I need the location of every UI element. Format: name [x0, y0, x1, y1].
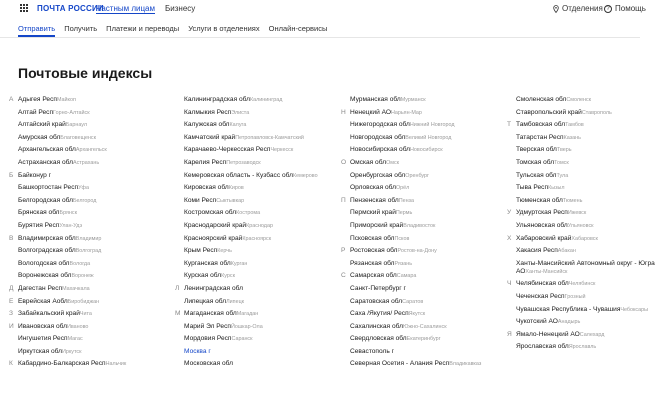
region-item[interactable] — [507, 247, 667, 255]
region-name: Рязанская обл — [350, 259, 395, 267]
region-capital: Абакан — [557, 248, 576, 255]
tab-send[interactable]: Отправить — [18, 24, 55, 37]
region-item[interactable] — [9, 109, 169, 117]
region-item[interactable] — [175, 96, 335, 104]
region-column-4 — [507, 96, 667, 356]
region-capital: Грозный — [564, 293, 586, 300]
region-capital: Воронеж — [71, 273, 94, 280]
region-capital: Иркутск — [62, 348, 82, 355]
region-item[interactable] — [341, 335, 501, 343]
region-item[interactable] — [9, 247, 169, 255]
region-capital: Петрозаводск — [226, 159, 261, 166]
region-capital: Саратов — [402, 298, 424, 305]
help-label: Помощь — [615, 4, 646, 13]
region-capital: Нижний Новгород — [409, 122, 455, 129]
region-capital: Белгород — [72, 197, 97, 204]
region-name: Самарская обл — [350, 272, 397, 280]
region-name: Чувашская Республика - Чувашия — [516, 305, 621, 313]
region-capital: Анадырь — [557, 319, 581, 326]
region-name: Ярославская обл — [516, 343, 569, 351]
region-item[interactable] — [341, 348, 501, 356]
sub-nav — [0, 18, 640, 38]
region-name: Хабаровский край — [516, 234, 572, 242]
region-name: Чукотский АО — [516, 318, 558, 326]
region-item[interactable] — [341, 360, 501, 368]
region-item[interactable] — [507, 318, 667, 326]
region-name: Удмуртская Респ — [516, 209, 568, 217]
region-capital: Брянск — [59, 210, 77, 217]
region-capital: Барнаул — [65, 122, 87, 129]
region-name: Байконур г — [18, 171, 52, 179]
region-capital: Ханты-Мансийск — [525, 268, 568, 275]
region-name: Тыва Респ — [516, 184, 549, 192]
region-name: Ставропольский край — [516, 108, 582, 116]
region-item[interactable] — [341, 247, 501, 255]
region-capital: Ставрополь — [581, 109, 612, 116]
region-capital: Курган — [230, 260, 248, 267]
region-item[interactable] — [341, 134, 501, 142]
region-item[interactable] — [175, 323, 335, 331]
region-item[interactable] — [9, 272, 169, 280]
region-item[interactable] — [175, 222, 335, 230]
region-item[interactable] — [341, 260, 501, 268]
region-capital: Сыктывкар — [216, 197, 245, 204]
region-capital: Курск — [221, 273, 235, 280]
region-capital: Кызыл — [548, 185, 565, 192]
region-item[interactable] — [9, 209, 169, 217]
region-capital: Пермь — [395, 210, 413, 217]
region-capital: Кострома — [236, 210, 261, 217]
region-item[interactable] — [9, 360, 169, 368]
alphabet-letter: Е — [9, 297, 14, 305]
region-item[interactable] — [507, 293, 667, 301]
logo[interactable]: ПОЧТА РОССИИ — [37, 4, 104, 13]
region-name: Кемеровская область - Кузбасс обл — [184, 171, 293, 179]
alphabet-letter: Х — [507, 234, 512, 242]
region-name: Новгородская обл — [350, 133, 406, 141]
region-name: Сахалинская обл — [350, 322, 403, 330]
region-name: Камчатский край — [184, 133, 236, 141]
region-item[interactable] — [341, 159, 501, 167]
region-name: Забайкальский край — [18, 310, 80, 318]
top-nav — [96, 4, 195, 14]
region-capital: Ульяновск — [567, 222, 594, 229]
region-capital: Киров — [228, 185, 244, 192]
region-capital: Смоленск — [566, 97, 592, 103]
region-item[interactable] — [507, 343, 667, 351]
region-capital: Ростов-на-Дону — [397, 248, 437, 255]
tab-office-services[interactable]: Услуги в отделениях — [188, 24, 260, 33]
alphabet-letter: Б — [9, 171, 14, 179]
region-item[interactable] — [175, 348, 335, 356]
region-capital: Салехард — [579, 331, 605, 338]
region-capital: Псков — [394, 235, 410, 242]
region-item[interactable] — [9, 134, 169, 142]
region-name: Саха /Якутия/ Респ — [350, 310, 409, 318]
region-name: Коми Респ — [184, 196, 217, 204]
top-header — [0, 0, 646, 18]
region-item[interactable] — [341, 235, 501, 243]
region-capital: Йошкар-Ола — [230, 323, 263, 330]
alphabet-letter: Я — [507, 330, 512, 338]
region-item[interactable] — [507, 121, 667, 129]
region-item[interactable] — [175, 260, 335, 268]
region-capital: Петропавловск-Камчатский — [235, 134, 304, 141]
region-capital: Горно-Алтайск — [53, 109, 90, 116]
region-name: Ленинградская обл — [184, 284, 243, 292]
region-name: Северная Осетия - Алания Респ — [350, 360, 450, 368]
region-item[interactable] — [9, 184, 169, 192]
region-name: Нижегородская обл — [350, 121, 410, 129]
region-capital: Казань — [563, 134, 581, 141]
tab-online-services[interactable]: Онлайн-сервисы — [268, 24, 328, 33]
region-capital: Красноярск — [242, 235, 272, 242]
region-name: Калужская обл — [184, 121, 230, 129]
region-capital: Орёл — [395, 185, 410, 192]
region-name: Бурятия Респ — [18, 221, 60, 229]
region-item[interactable] — [507, 134, 667, 142]
region-capital: Владимир — [75, 235, 102, 242]
region-name: Брянская обл — [18, 209, 60, 217]
region-item[interactable] — [341, 298, 501, 306]
region-capital: Керчь — [217, 248, 232, 255]
tab-payments[interactable]: Платежи и переводы — [106, 24, 180, 33]
alphabet-letter: М — [175, 310, 181, 318]
region-capital: Благовещенск — [60, 134, 96, 141]
region-item[interactable] — [175, 285, 335, 293]
region-name: Новосибирская обл — [350, 146, 411, 154]
region-item[interactable] — [9, 235, 169, 243]
region-item[interactable] — [507, 184, 667, 192]
region-capital: Кемерово — [292, 172, 318, 179]
region-item[interactable] — [9, 260, 169, 268]
region-item[interactable] — [175, 360, 335, 368]
nav-private[interactable]: Частным лицам — [96, 4, 156, 13]
region-item[interactable] — [175, 335, 335, 343]
alphabet-letter: В — [9, 234, 14, 242]
region-capital: Калуга — [229, 122, 247, 129]
region-item[interactable] — [9, 310, 169, 318]
region-item[interactable] — [341, 121, 501, 129]
region-name: Карачаево-Черкесская Респ — [184, 146, 271, 154]
region-capital: Волгоград — [75, 248, 102, 255]
region-item[interactable] — [341, 146, 501, 154]
region-column-3 — [341, 96, 501, 373]
region-name: Алтайский край — [18, 121, 66, 129]
region-capital: Пенза — [398, 197, 415, 204]
region-item[interactable] — [9, 323, 169, 331]
region-item[interactable] — [341, 96, 501, 104]
region-capital: Уфа — [78, 185, 89, 192]
region-name: Краснодарский край — [184, 221, 247, 229]
region-name: Свердловская обл — [350, 335, 407, 343]
region-item[interactable] — [507, 260, 667, 276]
region-capital: Самара — [396, 273, 417, 280]
region-name: Татарстан Респ — [516, 133, 564, 141]
region-item[interactable] — [9, 96, 169, 104]
region-item[interactable] — [9, 146, 169, 154]
region-capital: Тамбов — [565, 122, 584, 129]
region-name: Еврейская Аобл — [18, 297, 68, 305]
region-name: Тюменская обл — [516, 196, 563, 204]
region-name: Вологодская обл — [18, 259, 70, 267]
region-capital: Владикавказ — [449, 361, 482, 368]
region-name: Адыгея Респ — [18, 96, 57, 103]
region-name: Амурская обл — [18, 133, 61, 141]
region-capital: Тверь — [556, 147, 572, 154]
region-item[interactable] — [507, 96, 667, 104]
region-name: Ингушетия Респ — [18, 335, 68, 343]
region-item[interactable] — [341, 272, 501, 280]
region-column-2 — [175, 96, 335, 373]
region-item[interactable] — [175, 146, 335, 154]
region-name: Марий Эл Респ — [184, 322, 231, 330]
region-item[interactable] — [175, 209, 335, 217]
region-name: Пензенская обл — [350, 196, 399, 204]
alphabet-letter: Р — [341, 247, 346, 255]
offices-label: Отделения — [562, 4, 603, 13]
region-item[interactable] — [507, 235, 667, 243]
region-item[interactable] — [507, 159, 667, 167]
region-capital: Тула — [556, 172, 569, 179]
region-name: Белгородская обл — [18, 196, 73, 204]
region-item[interactable] — [507, 331, 667, 339]
region-item[interactable] — [9, 222, 169, 230]
region-item[interactable] — [341, 323, 501, 331]
region-item[interactable] — [175, 197, 335, 205]
help-link[interactable] — [604, 4, 646, 13]
region-item[interactable] — [507, 209, 667, 217]
region-capital: Челябинск — [568, 281, 596, 288]
region-item[interactable] — [175, 121, 335, 129]
region-name: Астраханская обл — [18, 158, 73, 166]
region-name: Мордовия Респ — [184, 335, 232, 343]
alphabet-letter: У — [507, 209, 512, 217]
region-name: Санкт-Петербург г — [350, 284, 406, 292]
region-name: Ханты-Мансийский Автономный округ - Югра АО — [516, 259, 655, 275]
region-name: Иркутская обл — [18, 347, 62, 355]
region-item[interactable] — [507, 109, 667, 117]
region-capital: Хабаровск — [571, 235, 598, 242]
region-capital: Тюмень — [562, 197, 583, 204]
region-name: Оренбургская обл — [350, 171, 406, 179]
region-capital: Томск — [554, 159, 569, 166]
region-name: Архангельская обл — [18, 146, 76, 154]
location-pin-icon — [553, 5, 559, 13]
region-item[interactable] — [507, 280, 667, 288]
region-name: Хакасия Респ — [516, 247, 558, 255]
alphabet-letter: Ч — [507, 280, 512, 288]
region-item[interactable] — [507, 146, 667, 154]
region-capital: Липецк — [226, 298, 245, 305]
region-capital: Майкоп — [56, 97, 76, 103]
region-name: Омская обл — [350, 158, 387, 166]
alphabet-letter: С — [341, 272, 346, 280]
region-name: Ямало-Ненецкий АО — [516, 330, 580, 338]
region-name: Курская обл — [184, 272, 222, 280]
region-item[interactable] — [341, 310, 501, 318]
help-icon: ? — [604, 5, 612, 13]
region-capital: Нальчик — [105, 361, 127, 368]
region-capital: Якутск — [408, 311, 426, 318]
region-capital: Краснодар — [246, 222, 273, 229]
region-item[interactable] — [9, 159, 169, 167]
alphabet-letter: Н — [341, 108, 346, 116]
region-name: Калининградская обл — [184, 96, 250, 103]
region-item[interactable] — [9, 197, 169, 205]
region-name: Псковская обл — [350, 234, 395, 242]
region-name: Московская обл — [184, 360, 233, 368]
region-name: Кабардино-Балкарская Респ — [18, 360, 106, 368]
region-name: Карелия Респ — [184, 158, 227, 166]
region-name: Воронежская обл — [18, 272, 72, 280]
region-item[interactable] — [341, 172, 501, 180]
region-item[interactable] — [341, 209, 501, 217]
region-capital: Владивосток — [403, 222, 436, 229]
alphabet-letter: Д — [9, 284, 14, 292]
region-item[interactable] — [507, 172, 667, 180]
region-name: Волгоградская обл — [18, 247, 76, 255]
region-capital: Ижевск — [567, 210, 587, 217]
alphabet-letter: А — [9, 96, 14, 103]
region-name: Ростовская обл — [350, 247, 398, 255]
region-item[interactable] — [507, 306, 667, 314]
alphabet-letter: З — [9, 310, 13, 318]
region-name: Кировская обл — [184, 184, 229, 192]
region-column-1 — [9, 96, 169, 373]
alphabet-letter: Л — [175, 284, 180, 292]
nav-business[interactable]: Бизнесу — [165, 4, 196, 13]
offices-link[interactable] — [553, 4, 603, 13]
page-title: Почтовые индексы — [18, 65, 153, 81]
alphabet-letter: Т — [507, 121, 512, 129]
region-capital: Мурманск — [400, 97, 426, 103]
region-capital: Рязань — [394, 260, 413, 267]
region-name: Орловская обл — [350, 184, 396, 192]
region-item[interactable] — [175, 134, 335, 142]
region-item[interactable] — [341, 285, 501, 293]
alphabet-letter: П — [341, 196, 346, 204]
region-name: Крым Респ — [184, 247, 218, 255]
region-item[interactable] — [175, 159, 335, 167]
region-name: Тульская обл — [516, 171, 557, 179]
region-item[interactable] — [9, 121, 169, 129]
region-capital: Иваново — [66, 323, 89, 330]
region-name: Красноярский край — [184, 234, 243, 242]
region-capital: Вологда — [69, 260, 91, 267]
grid-icon[interactable] — [20, 4, 28, 12]
region-capital: Нарьян-Мар — [390, 109, 422, 116]
region-capital: Улан-Удэ — [59, 222, 83, 229]
region-name: Тамбовская обл — [516, 121, 566, 129]
region-capital: Чебоксары — [620, 306, 648, 313]
region-item[interactable] — [175, 109, 335, 117]
region-capital: Ярославль — [568, 344, 597, 351]
region-name: Ивановская обл — [18, 322, 67, 330]
region-name: Алтай Респ — [18, 108, 54, 116]
alphabet-letter: И — [9, 322, 14, 330]
region-item[interactable] — [175, 172, 335, 180]
region-name: Тверская обл — [516, 146, 557, 154]
region-item[interactable] — [175, 298, 335, 306]
region-name: Приморский край — [350, 221, 404, 229]
region-name: Ульяновская обл — [516, 221, 568, 229]
region-name: Костромская обл — [184, 209, 237, 217]
region-name: Челябинская обл — [516, 280, 569, 288]
region-name: Пермский край — [350, 209, 396, 217]
region-name: Севастополь г — [350, 347, 395, 355]
alphabet-letter: К — [9, 360, 13, 368]
region-capital: Архангельск — [75, 147, 107, 154]
region-item[interactable] — [341, 197, 501, 205]
region-name: Курганская обл — [184, 259, 231, 267]
region-item[interactable] — [341, 184, 501, 192]
region-item[interactable] — [507, 222, 667, 230]
region-item[interactable] — [9, 298, 169, 306]
region-item[interactable] — [175, 310, 335, 318]
region-name: Липецкая обл — [184, 297, 227, 305]
region-capital: Великий Новгород — [405, 134, 452, 141]
region-capital: Магадан — [236, 311, 259, 318]
region-item[interactable] — [175, 272, 335, 280]
region-name: Мурманская обл — [350, 96, 401, 103]
region-capital: Биробиджан — [67, 298, 100, 305]
region-capital: Махачкала — [62, 285, 90, 292]
region-name: Магаданская обл — [184, 310, 237, 318]
region-name: Москва г — [184, 347, 211, 355]
region-item[interactable] — [9, 285, 169, 293]
region-name: Саратовская обл — [350, 297, 403, 305]
region-name: Смоленская обл — [516, 96, 567, 103]
region-capital: Магас — [67, 336, 83, 343]
region-item[interactable] — [507, 197, 667, 205]
region-item[interactable] — [9, 172, 169, 180]
region-capital: Оренбург — [405, 172, 430, 179]
region-capital: Саранск — [231, 336, 253, 343]
region-capital: Астрахань — [72, 159, 100, 166]
region-name: Дагестан Респ — [18, 284, 63, 292]
region-item[interactable] — [341, 222, 501, 230]
region-capital: Южно-Сахалинск — [402, 323, 447, 330]
region-item[interactable] — [9, 348, 169, 356]
region-item[interactable] — [175, 235, 335, 243]
region-name: Калмыкия Респ — [184, 108, 232, 116]
region-capital: Чита — [79, 311, 92, 318]
region-name: Владимирская обл — [18, 234, 76, 242]
region-name: Чеченская Респ — [516, 292, 565, 300]
region-capital: Черкесск — [270, 147, 294, 154]
region-capital: Калининград — [249, 97, 283, 103]
region-item[interactable] — [175, 184, 335, 192]
region-capital: Екатеринбург — [406, 336, 441, 343]
region-name: Томская обл — [516, 158, 555, 166]
region-item[interactable] — [175, 247, 335, 255]
alphabet-letter: О — [341, 158, 347, 166]
tab-receive[interactable]: Получить — [64, 24, 98, 33]
region-capital: Новосибирск — [410, 147, 443, 154]
region-item[interactable] — [341, 109, 501, 117]
region-name: Башкортостан Респ — [18, 184, 79, 192]
region-name: Ненецкий АО — [350, 108, 391, 116]
region-capital: Омск — [386, 159, 400, 166]
region-item[interactable] — [9, 335, 169, 343]
region-capital: Элиста — [231, 109, 250, 116]
